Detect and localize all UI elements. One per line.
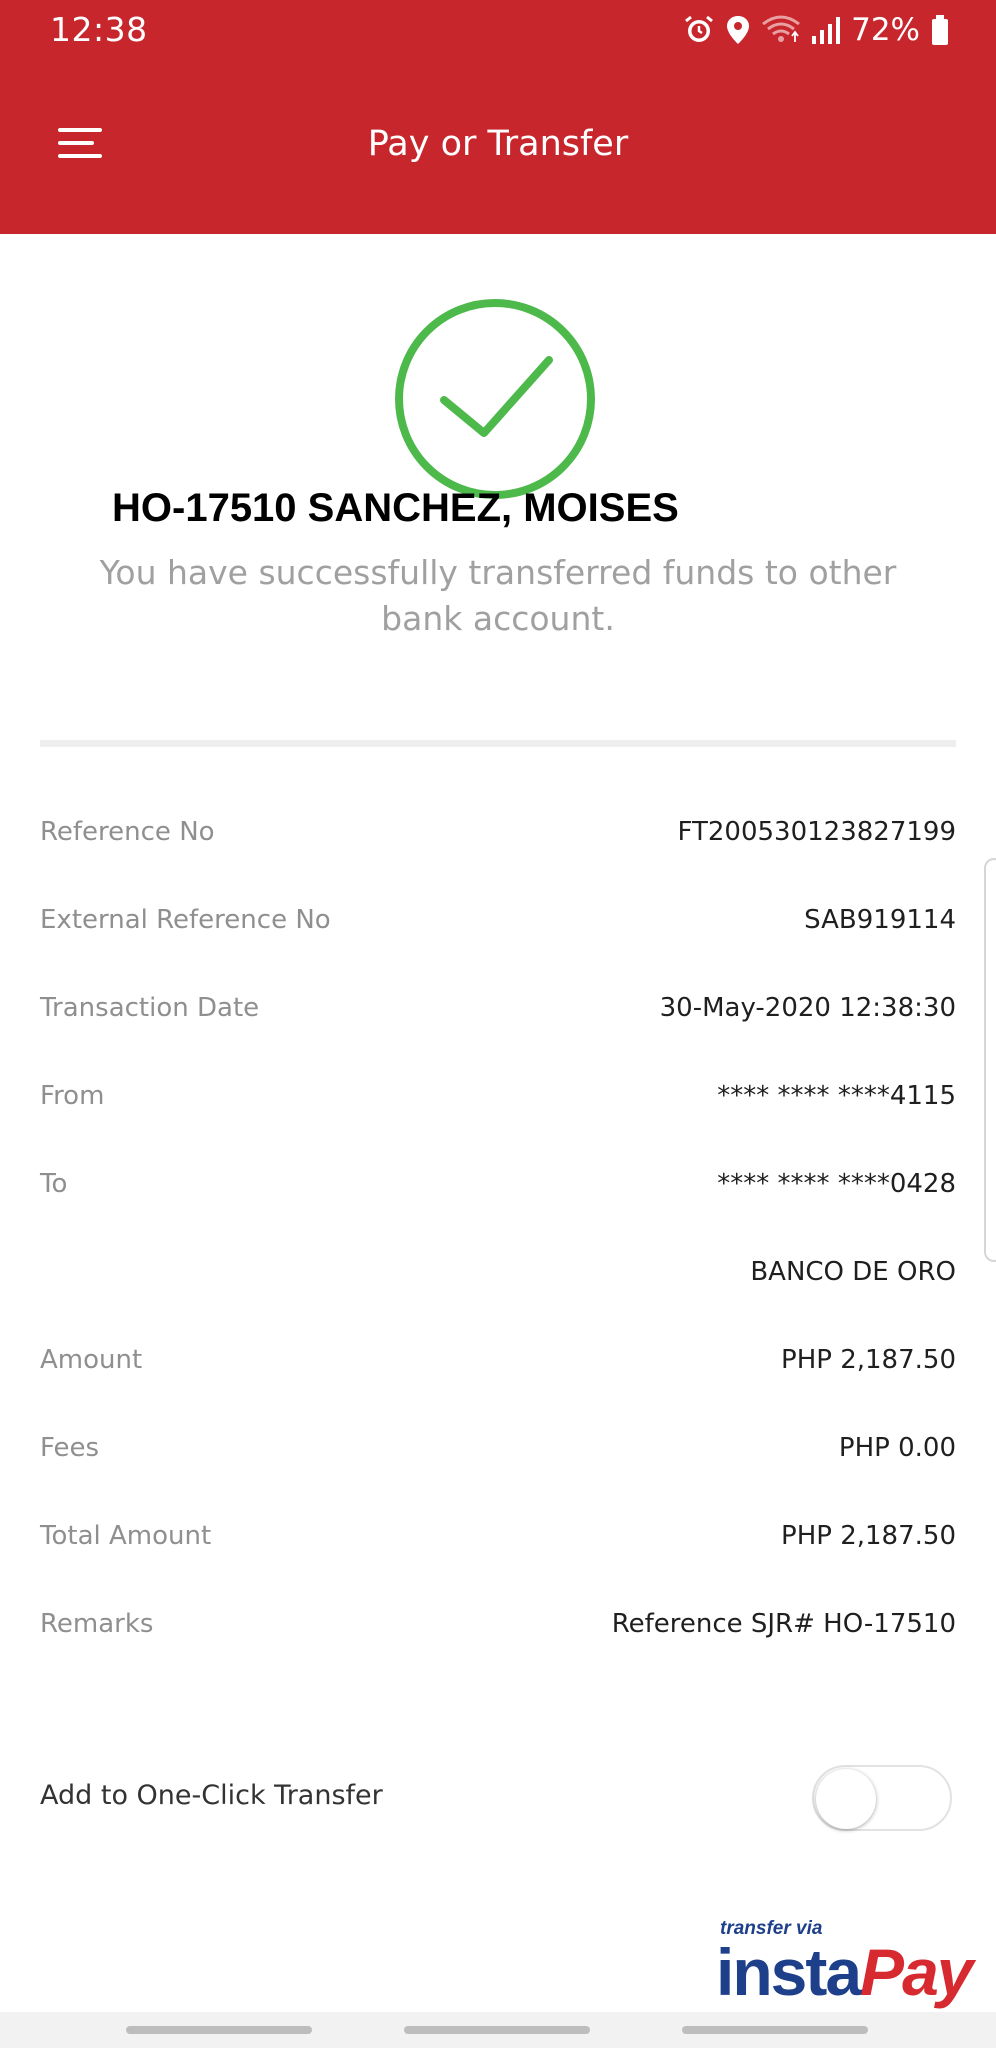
detail-row-reference-no: [40, 810, 956, 854]
detail-row-external-reference-no: [40, 898, 956, 942]
status-time: 12:38: [50, 10, 148, 49]
signal-icon: [811, 14, 841, 46]
page-title: Pay or Transfer: [367, 124, 629, 164]
detail-row-fees: [40, 1426, 956, 1470]
nav-recents-button[interactable]: [126, 2026, 312, 2034]
status-icons: [683, 10, 950, 50]
detail-row-from: [40, 1074, 956, 1118]
detail-label: Amount: [40, 1345, 143, 1375]
detail-label: To: [40, 1169, 68, 1199]
detail-label: Remarks: [40, 1609, 154, 1639]
detail-row-total-amount: [40, 1514, 956, 1558]
nav-back-button[interactable]: [682, 2026, 868, 2034]
detail-value: **** **** ****4115: [717, 1081, 956, 1111]
detail-value: PHP 2,187.50: [781, 1345, 956, 1375]
detail-label: Total Amount: [40, 1521, 212, 1551]
alarm-icon: [683, 14, 715, 46]
detail-row-transaction-date: [40, 986, 956, 1030]
one-click-transfer-toggle[interactable]: [812, 1765, 952, 1831]
detail-row-bank-name: [40, 1250, 956, 1294]
detail-label: Transaction Date: [40, 993, 260, 1023]
toggle-knob: [816, 1769, 876, 1829]
detail-value: PHP 0.00: [838, 1433, 956, 1463]
instapay-logo: [716, 1916, 986, 2016]
detail-row-to: [40, 1162, 956, 1206]
battery-icon: [930, 14, 950, 46]
section-divider: [40, 740, 956, 747]
detail-value: Reference SJR# HO-17510: [611, 1609, 956, 1639]
app-header: [0, 0, 996, 234]
detail-value: BANCO DE ORO: [750, 1257, 956, 1287]
detail-label: External Reference No: [40, 905, 331, 935]
detail-value: 30-May-2020 12:38:30: [659, 993, 956, 1023]
instapay-brand-insta: insta: [716, 1935, 861, 2009]
detail-value: FT200530123827199: [677, 817, 956, 847]
detail-label: Reference No: [40, 817, 215, 847]
checkmark-circle-icon: [394, 298, 596, 500]
detail-label: From: [40, 1081, 105, 1111]
instapay-brand-pay: Pay: [860, 1935, 972, 2009]
success-message: You have successfully transferred funds to other bank account.: [99, 553, 897, 638]
detail-row-remarks: [40, 1602, 956, 1646]
instapay-wordmark: [716, 1934, 971, 2010]
detail-value: **** **** ****0428: [717, 1169, 956, 1199]
detail-label: Fees: [40, 1433, 100, 1463]
wifi-icon: [761, 14, 801, 46]
detail-row-amount: [40, 1338, 956, 1382]
nav-home-button[interactable]: [404, 2026, 590, 2034]
detail-value: PHP 2,187.50: [781, 1521, 956, 1551]
battery-percentage: 72%: [851, 12, 920, 48]
payee-name-overlay: HO-17510 SANCHEZ, MOISES: [112, 486, 679, 530]
side-panel-handle[interactable]: [984, 858, 996, 1262]
instapay-tagline: transfer via: [720, 1918, 823, 1939]
system-navigation-bar: [0, 2012, 996, 2048]
detail-value: SAB919114: [804, 905, 956, 935]
location-icon: [725, 14, 751, 46]
one-click-transfer-label: Add to One-Click Transfer: [40, 1780, 383, 1811]
